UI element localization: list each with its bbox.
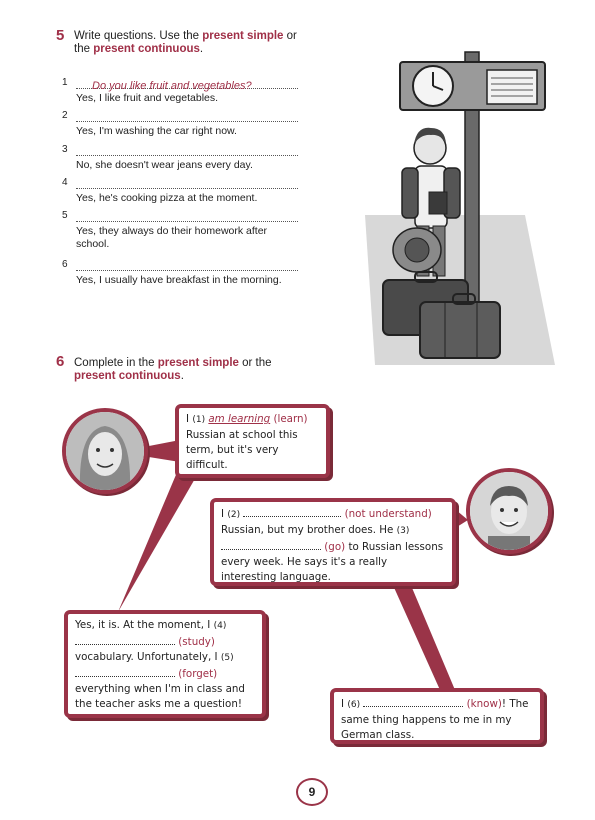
bubble-text: ! bbox=[501, 698, 507, 710]
bubble-text: I bbox=[341, 698, 345, 710]
bubble-text: Russian, but my brother does. He bbox=[221, 524, 394, 536]
instruction-term-present-continuous: present continuous bbox=[93, 43, 200, 55]
bubble-text: vocabulary. Unfortunately, I bbox=[75, 651, 218, 663]
verb-hint: (go) bbox=[324, 541, 346, 553]
question-number: 5 bbox=[62, 210, 68, 221]
answer-text: Yes, I usually have breakfast in the morning. bbox=[76, 274, 282, 286]
bubble-text: everything when I'm in class and the teacher asks me a question! bbox=[75, 683, 245, 710]
instruction-period: . bbox=[180, 370, 184, 382]
blank-3-field[interactable] bbox=[221, 539, 321, 550]
blank-number: (4) bbox=[213, 621, 227, 631]
verb-hint: (know) bbox=[466, 698, 502, 710]
instruction-text: or the bbox=[242, 357, 272, 369]
girl-avatar bbox=[62, 408, 148, 494]
blank-number: (6) bbox=[347, 700, 361, 710]
instruction-text: Complete in the bbox=[74, 357, 155, 369]
question-number: 2 bbox=[62, 110, 68, 121]
blank-4-field[interactable] bbox=[75, 634, 175, 645]
verb-hint: (forget) bbox=[178, 668, 218, 680]
speech-bubble-3 bbox=[64, 610, 266, 718]
blank-number: (3) bbox=[396, 526, 410, 536]
instruction-term-present-simple: present simple bbox=[157, 357, 239, 369]
instruction-term-present-simple: present simple bbox=[202, 30, 284, 42]
blank-number: (2) bbox=[227, 510, 241, 520]
question-number: 4 bbox=[62, 177, 68, 188]
bubble-text: to Russian lessons every week. He says it's a really interesting language. bbox=[221, 541, 444, 583]
speech-bubble-4 bbox=[330, 688, 544, 744]
bubble-text: The same thing happens to me in my German class. bbox=[341, 698, 529, 741]
bubble-text: I bbox=[186, 413, 190, 425]
bubble-text: Yes, it is. At the moment, I bbox=[75, 619, 211, 631]
answer-text: Yes, I like fruit and vegetables. bbox=[76, 92, 219, 104]
answer-text: Yes, he's cooking pizza at the moment. bbox=[76, 192, 258, 204]
bubble-text: I bbox=[221, 508, 225, 520]
blank-1-filled: am learning bbox=[208, 413, 271, 425]
example-question: Do you like fruit and vegetables? bbox=[92, 80, 252, 92]
instruction-term-present-continuous: present continuous bbox=[74, 370, 181, 382]
answer-text: Yes, they always do their homework after school. bbox=[76, 225, 268, 250]
blank-5-field[interactable] bbox=[75, 666, 175, 677]
instruction-text: or the bbox=[74, 30, 297, 55]
speech-bubble-1 bbox=[175, 404, 330, 478]
page-number: 9 bbox=[296, 778, 328, 806]
blank-number: (5) bbox=[220, 653, 234, 663]
answer-text: Yes, I'm washing the car right now. bbox=[76, 125, 237, 137]
speech-bubble-2 bbox=[210, 498, 456, 586]
question-number: 1 bbox=[62, 77, 68, 88]
answer-text: No, she doesn't wear jeans every day. bbox=[76, 159, 253, 171]
blank-6-field[interactable] bbox=[363, 696, 463, 707]
verb-hint: (learn) bbox=[273, 413, 308, 425]
verb-hint: (not understand) bbox=[344, 508, 432, 520]
instruction-period: . bbox=[199, 43, 204, 55]
exercise-5-number: 5 bbox=[56, 27, 65, 44]
exercise-6-number: 6 bbox=[56, 353, 65, 370]
blank-number: (1) bbox=[192, 415, 206, 425]
verb-hint: (study) bbox=[178, 636, 215, 648]
question-number: 3 bbox=[62, 144, 68, 155]
blank-2-field[interactable] bbox=[243, 506, 341, 517]
bubble-text: Russian at school this term, but it's very difficult. bbox=[186, 429, 298, 471]
question-number: 6 bbox=[62, 259, 68, 270]
boy-avatar bbox=[466, 468, 552, 554]
instruction-text: Write questions. Use the bbox=[74, 30, 200, 42]
